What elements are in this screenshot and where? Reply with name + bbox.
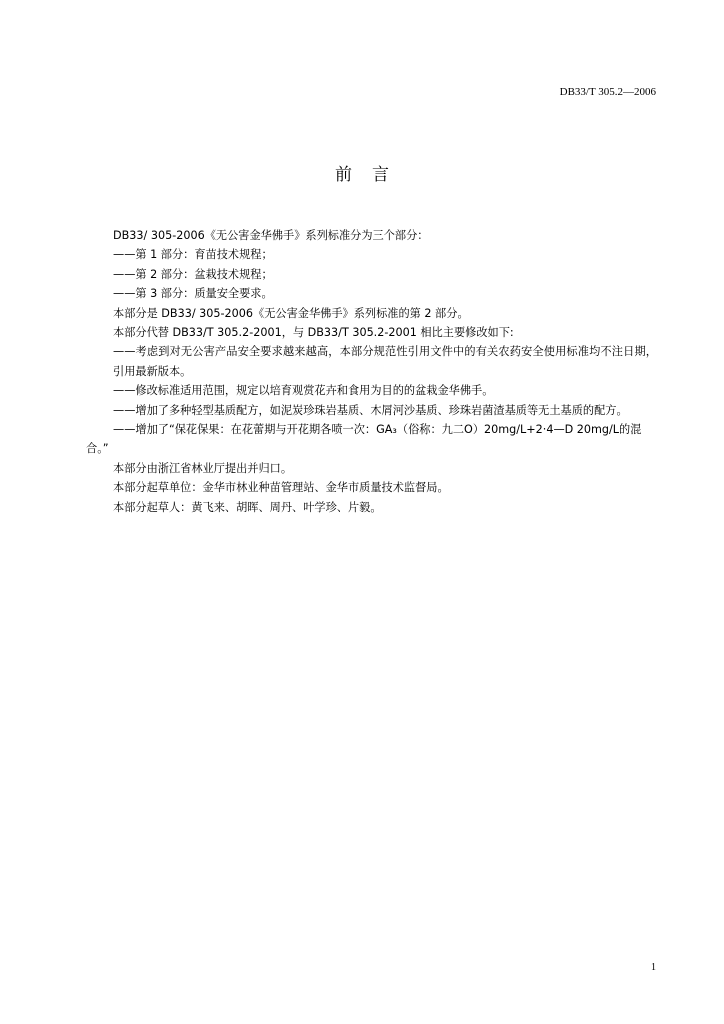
paragraph-change-1: ——考虑到对无公害产品安全要求越来越高，本部分规范性引用文件中的有关农药安全使用标准均不注日期，引用最新版本。 xyxy=(113,345,657,378)
document-code: DB33/T 305.2—2006 xyxy=(559,86,656,98)
paragraph-proposer: 本部分由浙江省林业厅提出并归口。 xyxy=(113,461,293,475)
page-number: 1 xyxy=(651,962,656,973)
document-body xyxy=(86,226,657,517)
paragraph-part-3: ——第 3 部分：质量安全要求。 xyxy=(113,287,273,301)
paragraph-change-4: ——增加了“保花保果：在花蕾期与开花期各喷一次：GA₃（俗称：九二O）20mg/L+2·4—D 20mg/L的混合。” xyxy=(86,423,642,456)
paragraph-drafting-units: 本部分起草单位：金华市林业种苗管理站、金华市质量技术监督局。 xyxy=(113,481,449,495)
paragraph-intro: DB33/ 305-2006《无公害金华佛手》系列标准分为三个部分： xyxy=(113,229,429,242)
paragraph-drafters: 本部分起草人：黄飞来、胡晖、周丹、叶学珍、片毅。 xyxy=(113,500,382,514)
paragraph-this-part: 本部分是 DB33/ 305-2006《无公害金华佛手》系列标准的第 2 部分。 xyxy=(113,306,469,320)
paragraph-part-2: ——第 2 部分：盆栽技术规程； xyxy=(113,267,273,281)
paragraph-change-2: ——修改标准适用范围，规定以培育观赏花卉和食用为目的的盆栽金华佛手。 xyxy=(113,384,494,398)
page-title: 前言 xyxy=(335,165,409,185)
paragraph-replaces: 本部分代替 DB33/T 305.2-2001，与 DB33/T 305.2-2001 相比主要修改如下: xyxy=(113,326,514,340)
paragraph-change-3: ——增加了多种轻型基质配方，如泥炭珍珠岩基质、木屑河沙基质、珍珠岩菌渣基质等无土基质的配方。 xyxy=(113,403,628,417)
paragraph-part-1: ——第 1 部分：育苗技术规程； xyxy=(113,248,273,262)
